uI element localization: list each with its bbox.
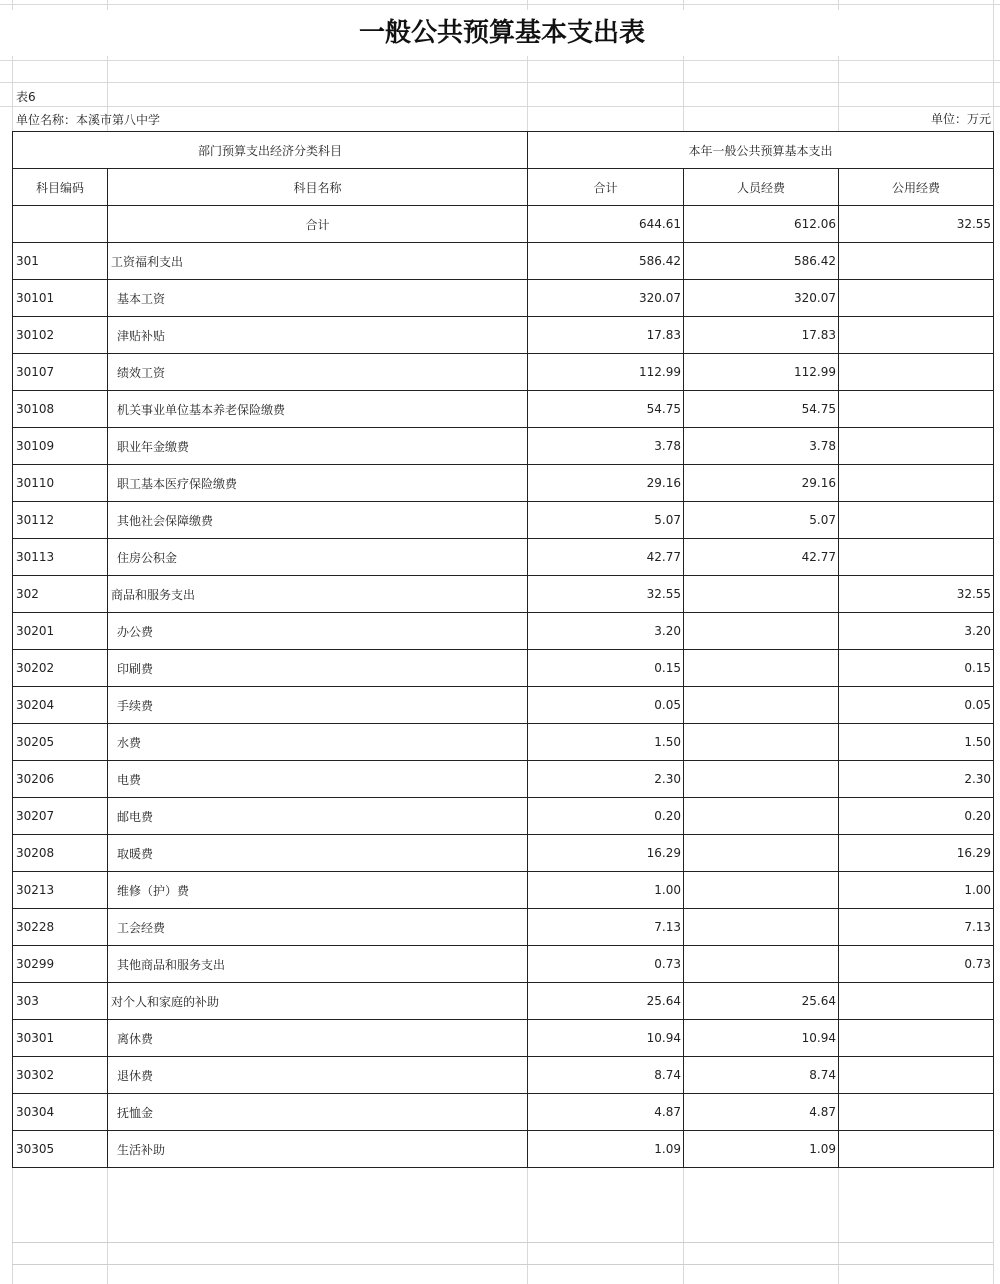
row-total: 42.77 xyxy=(528,539,684,576)
row-personnel: 29.16 xyxy=(684,465,839,502)
row-personnel xyxy=(684,798,839,835)
row-name: 离休费 xyxy=(108,1020,528,1057)
row-public xyxy=(839,1131,994,1168)
row-total: 8.74 xyxy=(528,1057,684,1094)
row-name: 其他商品和服务支出 xyxy=(108,946,528,983)
row-public xyxy=(839,465,994,502)
row-total: 0.15 xyxy=(528,650,684,687)
row-total: 586.42 xyxy=(528,243,684,280)
row-name: 职工基本医疗保险缴费 xyxy=(108,465,528,502)
row-total: 32.55 xyxy=(528,576,684,613)
row-total: 10.94 xyxy=(528,1020,684,1057)
row-code: 30304 xyxy=(13,1094,108,1131)
budget-table xyxy=(12,131,994,1168)
row-public: 32.55 xyxy=(839,576,994,613)
total-label: 合计 xyxy=(108,206,528,243)
row-public xyxy=(839,1020,994,1057)
row-total: 320.07 xyxy=(528,280,684,317)
header-public: 公用经费 xyxy=(839,169,994,206)
row-public xyxy=(839,317,994,354)
table-row xyxy=(13,502,994,539)
row-total: 3.20 xyxy=(528,613,684,650)
row-total: 5.07 xyxy=(528,502,684,539)
row-total: 25.64 xyxy=(528,983,684,1020)
row-name: 手续费 xyxy=(108,687,528,724)
row-total: 3.78 xyxy=(528,428,684,465)
header-name: 科目名称 xyxy=(108,169,528,206)
row-personnel: 3.78 xyxy=(684,428,839,465)
row-total: 1.50 xyxy=(528,724,684,761)
table-row xyxy=(13,354,994,391)
row-name: 维修（护）费 xyxy=(108,872,528,909)
page-title: 一般公共预算基本支出表 xyxy=(12,10,992,56)
row-code: 30213 xyxy=(13,872,108,909)
row-name: 工会经费 xyxy=(108,909,528,946)
header-group-row xyxy=(13,132,994,169)
row-personnel xyxy=(684,687,839,724)
row-public: 7.13 xyxy=(839,909,994,946)
row-name: 取暖费 xyxy=(108,835,528,872)
row-personnel xyxy=(684,576,839,613)
total-row xyxy=(13,206,994,243)
row-code: 30207 xyxy=(13,798,108,835)
row-public: 0.20 xyxy=(839,798,994,835)
row-total: 1.00 xyxy=(528,872,684,909)
row-code: 30208 xyxy=(13,835,108,872)
row-personnel: 112.99 xyxy=(684,354,839,391)
row-public xyxy=(839,280,994,317)
row-public xyxy=(839,502,994,539)
row-personnel xyxy=(684,761,839,798)
table-row xyxy=(13,1057,994,1094)
row-total: 4.87 xyxy=(528,1094,684,1131)
row-personnel xyxy=(684,724,839,761)
row-total: 7.13 xyxy=(528,909,684,946)
row-personnel: 5.07 xyxy=(684,502,839,539)
row-code: 30101 xyxy=(13,280,108,317)
row-personnel xyxy=(684,872,839,909)
table-row xyxy=(13,761,994,798)
row-personnel xyxy=(684,946,839,983)
table-row xyxy=(13,909,994,946)
total-code-cell xyxy=(13,206,108,243)
table-row xyxy=(13,872,994,909)
row-public: 16.29 xyxy=(839,835,994,872)
row-personnel: 8.74 xyxy=(684,1057,839,1094)
header-column-row xyxy=(13,169,994,206)
row-total: 1.09 xyxy=(528,1131,684,1168)
table-row xyxy=(13,391,994,428)
gridline-footer-2 xyxy=(12,1264,993,1265)
row-code: 30112 xyxy=(13,502,108,539)
row-name: 机关事业单位基本养老保险缴费 xyxy=(108,391,528,428)
row-personnel: 25.64 xyxy=(684,983,839,1020)
currency-unit-label: 单位：万元 xyxy=(930,112,991,126)
unit-name-label: 单位名称：本溪市第八中学 xyxy=(16,113,161,127)
table-number: 表6 xyxy=(16,90,36,104)
row-code: 30102 xyxy=(13,317,108,354)
row-code: 30302 xyxy=(13,1057,108,1094)
table-row xyxy=(13,983,994,1020)
row-total: 17.83 xyxy=(528,317,684,354)
row-public xyxy=(839,539,994,576)
row-code: 30305 xyxy=(13,1131,108,1168)
row-code: 30107 xyxy=(13,354,108,391)
table-row xyxy=(13,539,994,576)
table-row xyxy=(13,946,994,983)
header-code: 科目编码 xyxy=(13,169,108,206)
row-code: 30204 xyxy=(13,687,108,724)
row-personnel: 320.07 xyxy=(684,280,839,317)
row-name: 电费 xyxy=(108,761,528,798)
row-name: 办公费 xyxy=(108,613,528,650)
row-code: 303 xyxy=(13,983,108,1020)
row-public xyxy=(839,354,994,391)
row-name: 住房公积金 xyxy=(108,539,528,576)
row-code: 30205 xyxy=(13,724,108,761)
row-name: 工资福利支出 xyxy=(108,243,528,280)
row-personnel xyxy=(684,835,839,872)
gridline-footer-1 xyxy=(12,1242,993,1243)
row-personnel: 1.09 xyxy=(684,1131,839,1168)
row-personnel xyxy=(684,613,839,650)
row-total: 112.99 xyxy=(528,354,684,391)
row-personnel xyxy=(684,909,839,946)
total-personnel: 612.06 xyxy=(684,206,839,243)
row-name: 水费 xyxy=(108,724,528,761)
row-code: 301 xyxy=(13,243,108,280)
total-total: 644.61 xyxy=(528,206,684,243)
row-public xyxy=(839,1057,994,1094)
row-personnel: 17.83 xyxy=(684,317,839,354)
row-name: 生活补助 xyxy=(108,1131,528,1168)
row-name: 津贴补贴 xyxy=(108,317,528,354)
row-code: 30109 xyxy=(13,428,108,465)
row-code: 302 xyxy=(13,576,108,613)
table-row xyxy=(13,613,994,650)
table-row xyxy=(13,687,994,724)
table-row xyxy=(13,465,994,502)
row-total: 0.20 xyxy=(528,798,684,835)
table-row xyxy=(13,280,994,317)
row-personnel xyxy=(684,650,839,687)
row-personnel: 4.87 xyxy=(684,1094,839,1131)
table-row xyxy=(13,243,994,280)
row-code: 30206 xyxy=(13,761,108,798)
row-public xyxy=(839,243,994,280)
row-public: 0.15 xyxy=(839,650,994,687)
row-name: 印刷费 xyxy=(108,650,528,687)
row-total: 16.29 xyxy=(528,835,684,872)
row-code: 30110 xyxy=(13,465,108,502)
row-total: 0.73 xyxy=(528,946,684,983)
row-public xyxy=(839,428,994,465)
row-personnel: 54.75 xyxy=(684,391,839,428)
row-personnel: 42.77 xyxy=(684,539,839,576)
table-row xyxy=(13,650,994,687)
row-name: 绩效工资 xyxy=(108,354,528,391)
row-personnel: 586.42 xyxy=(684,243,839,280)
table-row xyxy=(13,428,994,465)
row-public: 0.05 xyxy=(839,687,994,724)
row-name: 基本工资 xyxy=(108,280,528,317)
row-public: 0.73 xyxy=(839,946,994,983)
row-code: 30201 xyxy=(13,613,108,650)
header-classification-group: 部门预算支出经济分类科目 xyxy=(13,132,528,169)
table-row xyxy=(13,798,994,835)
table-row xyxy=(13,317,994,354)
table-row xyxy=(13,1020,994,1057)
row-name: 抚恤金 xyxy=(108,1094,528,1131)
row-public: 1.00 xyxy=(839,872,994,909)
row-code: 30301 xyxy=(13,1020,108,1057)
table-row xyxy=(13,724,994,761)
row-personnel: 10.94 xyxy=(684,1020,839,1057)
row-public xyxy=(839,983,994,1020)
header-personnel: 人员经费 xyxy=(684,169,839,206)
row-total: 2.30 xyxy=(528,761,684,798)
table-row xyxy=(13,1131,994,1168)
header-total: 合计 xyxy=(528,169,684,206)
row-name: 邮电费 xyxy=(108,798,528,835)
row-public xyxy=(839,391,994,428)
row-code: 30202 xyxy=(13,650,108,687)
row-name: 职业年金缴费 xyxy=(108,428,528,465)
row-public: 3.20 xyxy=(839,613,994,650)
table-row xyxy=(13,576,994,613)
row-code: 30108 xyxy=(13,391,108,428)
table-row xyxy=(13,835,994,872)
header-expenditure-group: 本年一般公共预算基本支出 xyxy=(528,132,994,169)
table-row xyxy=(13,1094,994,1131)
row-name: 其他社会保障缴费 xyxy=(108,502,528,539)
row-code: 30299 xyxy=(13,946,108,983)
row-name: 商品和服务支出 xyxy=(108,576,528,613)
row-name: 对个人和家庭的补助 xyxy=(108,983,528,1020)
row-public: 1.50 xyxy=(839,724,994,761)
row-name: 退休费 xyxy=(108,1057,528,1094)
row-total: 29.16 xyxy=(528,465,684,502)
row-code: 30228 xyxy=(13,909,108,946)
row-public: 2.30 xyxy=(839,761,994,798)
row-public xyxy=(839,1094,994,1131)
total-public: 32.55 xyxy=(839,206,994,243)
row-code: 30113 xyxy=(13,539,108,576)
row-total: 54.75 xyxy=(528,391,684,428)
row-total: 0.05 xyxy=(528,687,684,724)
